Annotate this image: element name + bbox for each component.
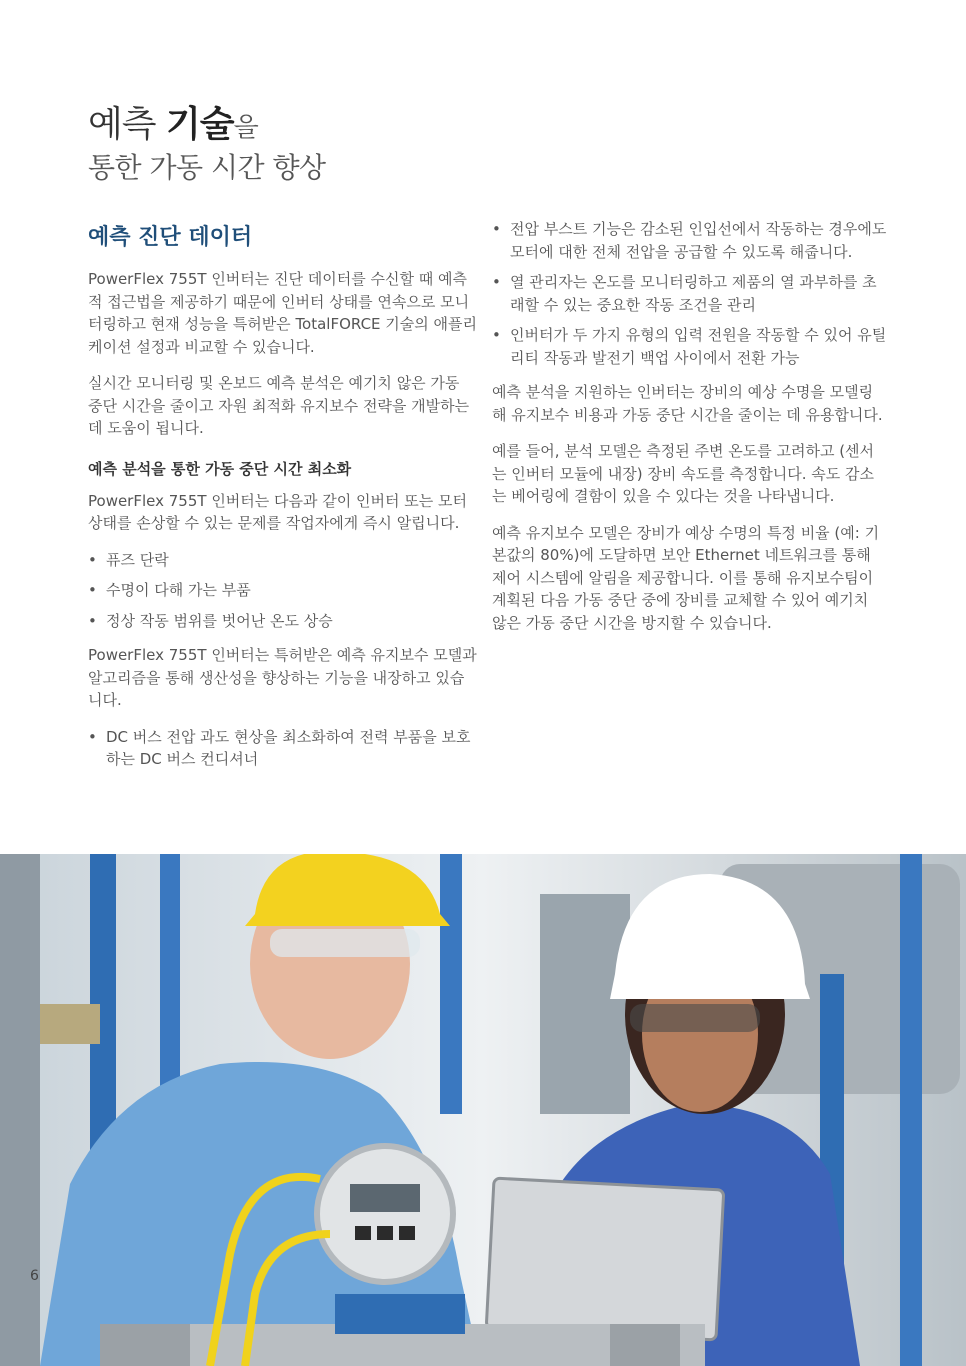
paragraph-example: 예를 들어, 분석 모델은 측정된 주변 온도를 고려하고 (센서는 인버터 모듈에 내장) 장비 속도를 측정합니다. 속도 감소는 베어링에 결함이 있을 수 있다는 것을 나타냅니다. [492, 442, 875, 505]
paragraph-intro: PowerFlex 755T 인버터는 진단 데이터를 수신할 때 예측적 접근법을 제공하기 때문에 인버터 상태를 연속으로 모니터링하고 현재 성능을 특허받은 TotalFORCE 기술의 애플리케이션 설정과 비교할 수 있습니다. [88, 270, 478, 356]
workers-photo [0, 854, 966, 1366]
list-item: • 전압 부스트 기능은 감소된 인입선에서 작동하는 경우에도 모터에 대한 전체 전압을 공급할 수 있도록 해줍니다. [492, 218, 887, 263]
list-item: • 인버터가 두 가지 유형의 입력 전원을 작동할 수 있어 유틸리티 작동과 발전기 백업 사이에서 전환 가능 [492, 324, 887, 369]
title-particle: 을 [233, 113, 258, 143]
paragraph-maintenance-model: 예측 유지보수 모델은 장비가 예상 수명의 특정 비율 (예: 기본값의 80%)에 도달하면 보안 Ethernet 네트워크를 통해 제어 시스템에 알림을 제공합니다. 이를 통해 유지보수팀이 계획된 다음 가동 중단 중에 장비를 교체할 수 있어 예기치 않은 가동 중단 시간을 방지할 수 있습니다. [492, 523, 880, 632]
title-line-1 [88, 102, 326, 151]
feature-list-continued [492, 218, 887, 369]
page-number: 6 [30, 1268, 39, 1284]
sub-heading: 예측 분석을 통한 가동 중단 시간 최소화 [88, 459, 352, 478]
list-item: • 수명이 다해 가는 부품 [88, 579, 478, 602]
list-item: • 열 관리자는 온도를 모니터링하고 제품의 열 과부하를 초래할 수 있는 중요한 작동 조건을 관리 [492, 271, 887, 316]
left-column [88, 222, 478, 783]
page-title [88, 102, 326, 185]
title-bold: 기술 [166, 104, 234, 145]
paragraph-monitoring: 실시간 모니터링 및 온보드 예측 분석은 예기치 않은 가동 중단 시간을 줄이고 자원 최적화 유지보수 전략을 개발하는 데 도움이 됩니다. [88, 374, 470, 437]
workers-illustration [0, 854, 966, 1366]
feature-list [88, 726, 478, 771]
alert-list [88, 549, 478, 633]
list-item: • 퓨즈 단락 [88, 549, 478, 572]
title-regular: 예측 [88, 104, 166, 145]
paragraph-features: PowerFlex 755T 인버터는 특허받은 예측 유지보수 모델과 알고리즘을 통해 생산성을 향상하는 기능을 내장하고 있습니다. [88, 646, 477, 709]
section-heading: 예측 진단 데이터 [88, 225, 253, 250]
paragraph-lifetime: 예측 분석을 지원하는 인버터는 장비의 예상 수명을 모델링해 유지보수 비용과 가동 중단 시간을 줄이는 데 유용합니다. [492, 383, 883, 424]
right-column [492, 218, 887, 648]
list-item: • 정상 작동 범위를 벗어난 온도 상승 [88, 610, 478, 633]
title-line-2: 통한 가동 시간 향상 [88, 151, 326, 184]
paragraph-alerts: PowerFlex 755T 인버터는 다음과 같이 인버터 또는 모터 상태를 손상할 수 있는 문제를 작업자에게 즉시 알립니다. [88, 491, 467, 532]
list-item: • DC 버스 전압 과도 현상을 최소화하여 전력 부품을 보호하는 DC 버스 컨디셔너 [88, 726, 478, 771]
